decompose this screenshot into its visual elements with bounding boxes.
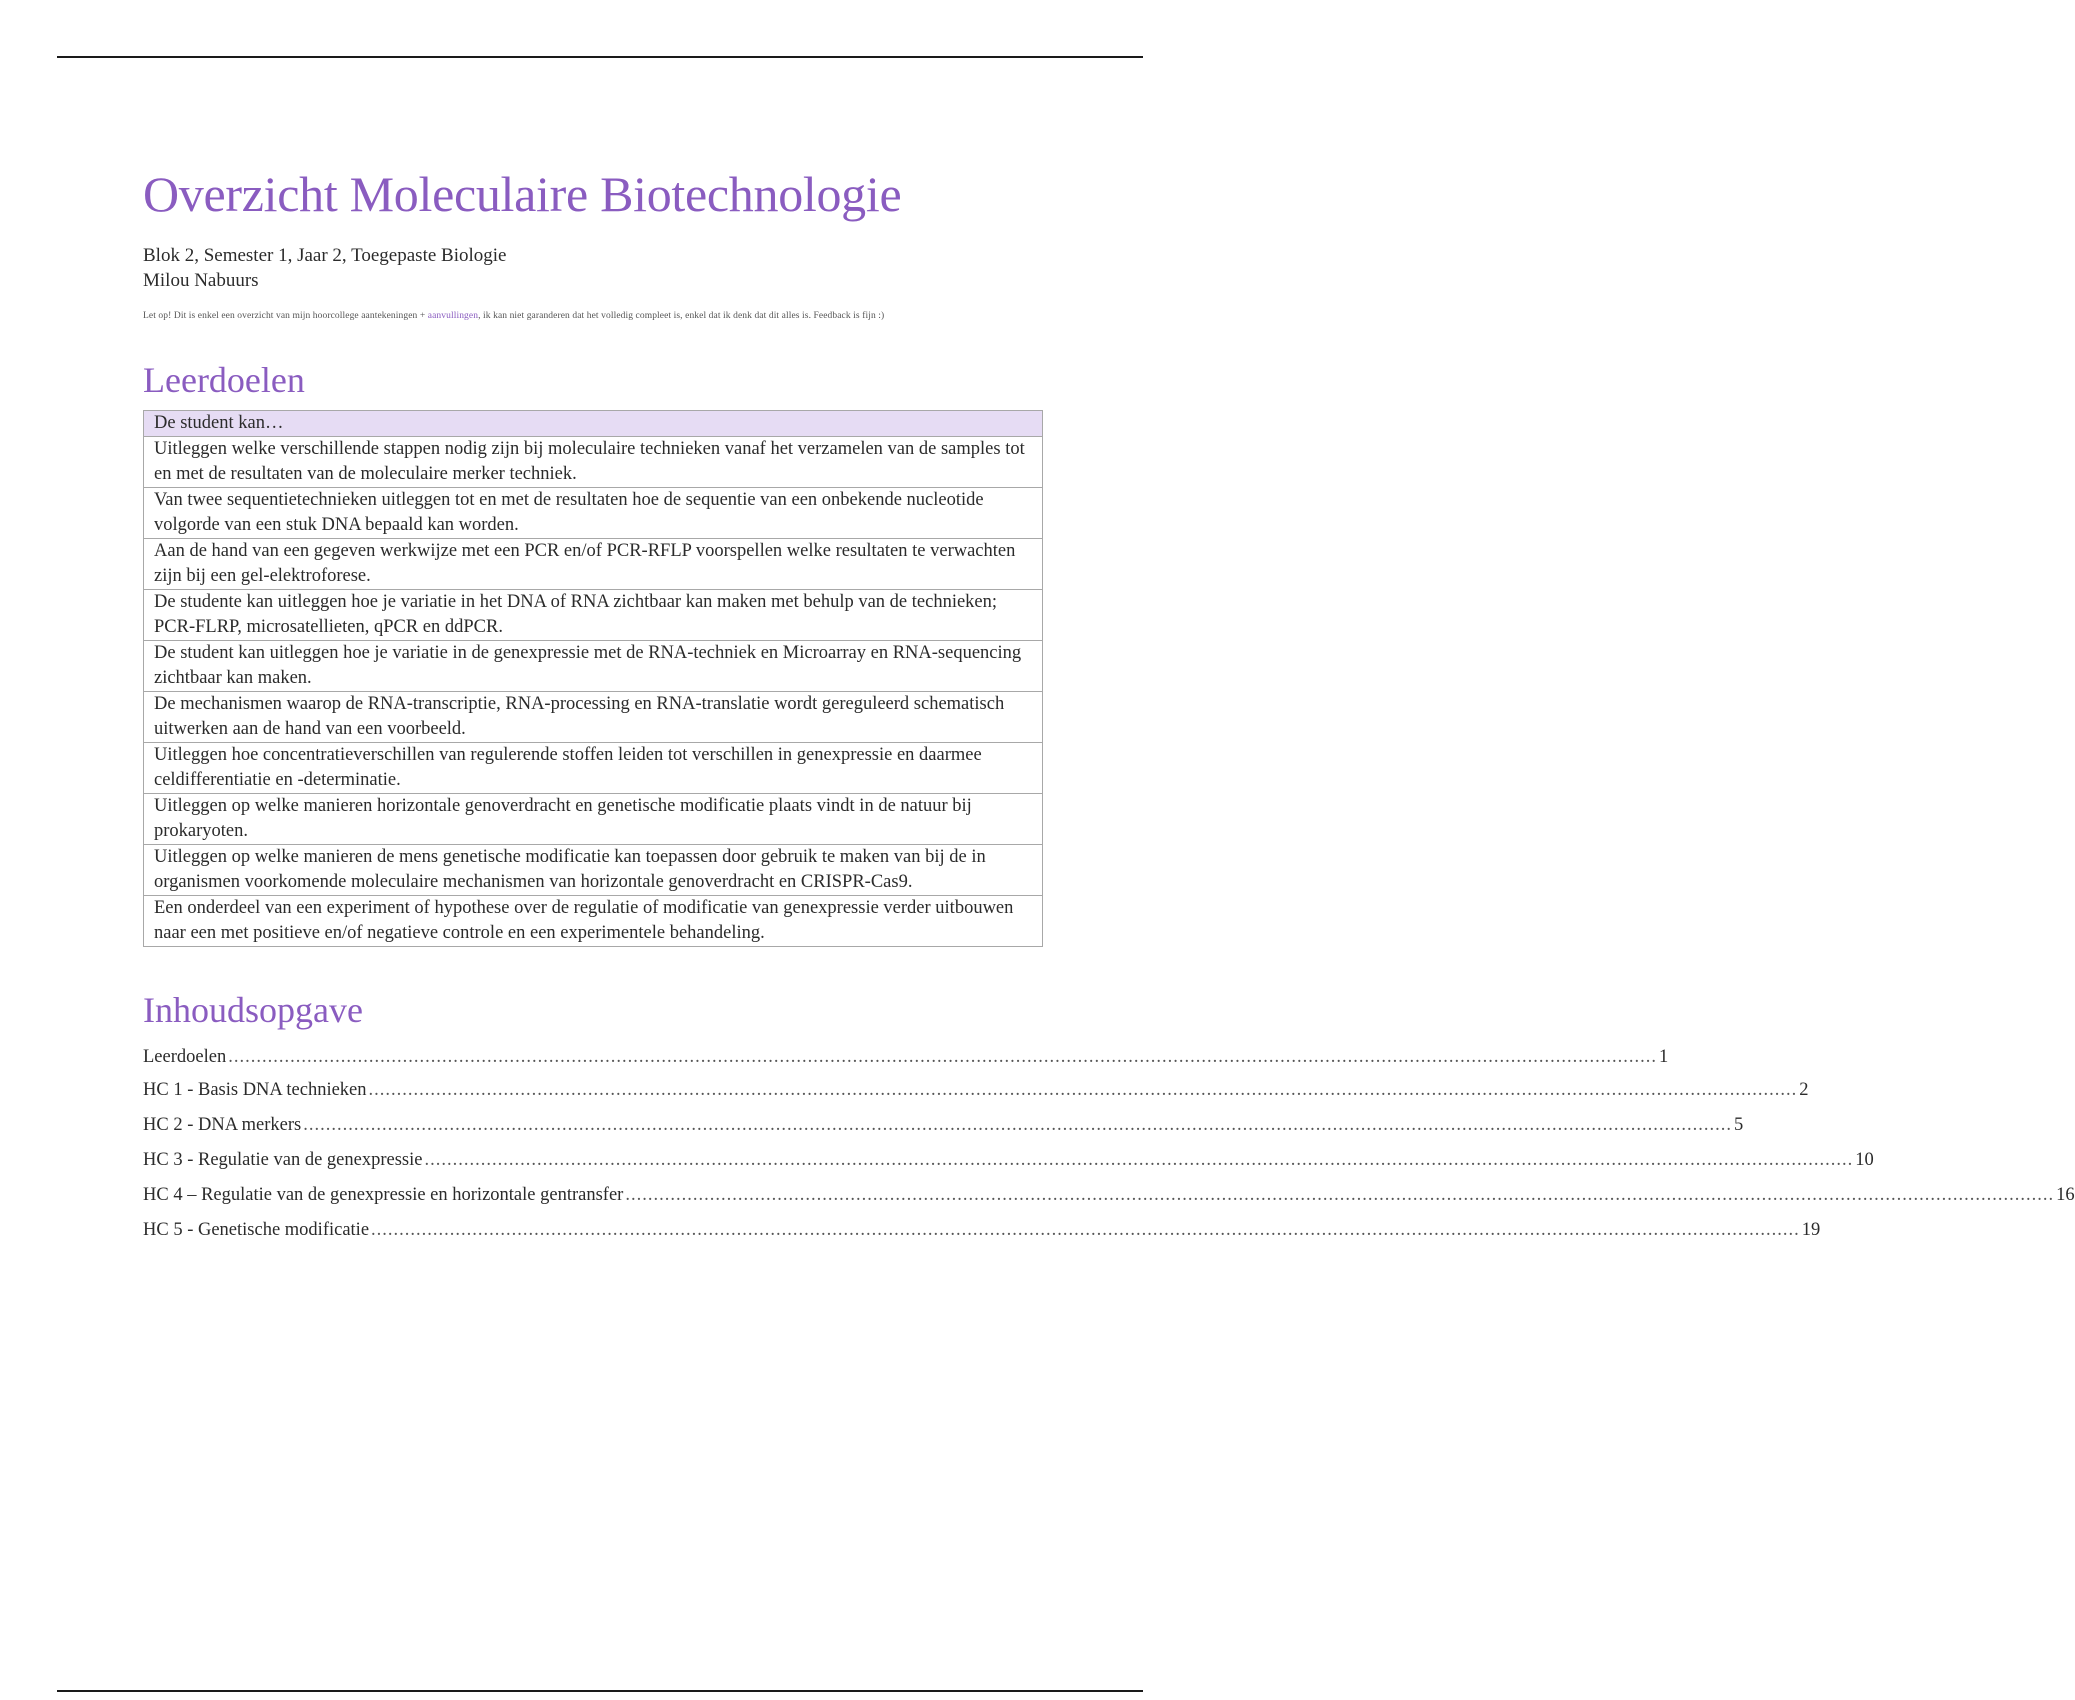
table-cell: Een onderdeel van een experiment of hypothese over de regulatie of modificatie van genexpressie verder uitbouwen naar een met positieve en/of negatieve controle en een experimentele behandeling. — [144, 896, 1043, 947]
toc-entry-label: Leerdoelen — [143, 1046, 227, 1067]
toc-entry-page: 10 — [1855, 1149, 1874, 1170]
table-cell: Uitleggen hoe concentratieverschillen van regulerende stoffen leiden tot verschillen in genexpressie en daarmee celdifferentiatie en -determinatie. — [144, 743, 1043, 794]
table-cell: Van twee sequentietechnieken uitleggen tot en met de resultaten hoe de sequentie van een onbekende nucleotide volgorde van een stuk DNA bepaald kan worden. — [144, 488, 1043, 539]
table-cell: De mechanismen waarop de RNA-transcriptie, RNA-processing en RNA-translatie wordt gereguleerd schematisch uitwerken aan de hand van een voorbeeld. — [144, 692, 1043, 743]
toc-entry[interactable] — [143, 1178, 2075, 1213]
toc-entry-page: 16 — [2056, 1184, 2075, 1205]
toc-entry-page: 5 — [1734, 1114, 1744, 1135]
toc-entry-label: HC 2 - DNA merkers — [143, 1114, 302, 1135]
toc-entry[interactable] — [143, 1143, 1874, 1178]
leerdoelen-table-header — [144, 411, 1043, 437]
toc-entry-page: 19 — [1801, 1219, 1821, 1240]
table-row — [144, 539, 1043, 590]
table-cell: Uitleggen welke verschillende stappen nodig zijn bij moleculaire technieken vanaf het verzamelen van de samples tot en met de resultaten van de moleculaire merker techniek. — [144, 437, 1043, 488]
page-bottom-rule — [57, 1690, 1143, 1692]
document-title: Overzicht Moleculaire Biotechnologie — [143, 166, 902, 222]
document-meta — [143, 243, 1063, 293]
table-row — [144, 845, 1043, 896]
page-top-rule — [57, 56, 1143, 58]
table-cell: Aan de hand van een gegeven werkwijze met een PCR en/of PCR-RFLP voorspellen welke resultaten te verwachten zijn bij een gel-elektroforese. — [144, 539, 1043, 590]
toc-leader-dots: .............................................................................................................................................................................................................................................................. — [368, 1079, 1798, 1100]
table-header-cell: De student kan… — [144, 411, 1043, 437]
toc-leader-dots: .............................................................................................................................................................................................................................................................. — [625, 1184, 2055, 1205]
document-body — [143, 166, 2075, 1248]
toc-entry[interactable] — [143, 1213, 1821, 1248]
inhoudsopgave-heading: Inhoudsopgave — [143, 990, 363, 1031]
table-cell: De studente kan uitleggen hoe je variatie in het DNA of RNA zichtbaar kan maken met behulp van de technieken; PCR-FLRP, microsatellieten, qPCR en ddPCR. — [144, 590, 1043, 641]
toc-entry-label: HC 1 - Basis DNA technieken — [143, 1079, 367, 1100]
table-row — [144, 743, 1043, 794]
toc-entry-label: HC 4 – Regulatie van de genexpressie en horizontale gentransfer — [143, 1184, 624, 1205]
table-of-contents — [143, 1041, 2075, 1248]
leerdoelen-table — [143, 410, 1043, 947]
table-row — [144, 488, 1043, 539]
table-cell: Uitleggen op welke manieren horizontale genoverdracht en genetische modificatie plaats vindt in de natuur bij prokaryoten. — [144, 794, 1043, 845]
table-row — [144, 896, 1043, 947]
toc-leader-dots: .............................................................................................................................................................................................................................................................. — [371, 1219, 1800, 1240]
toc-entry[interactable] — [143, 1041, 1669, 1073]
table-row — [144, 437, 1043, 488]
toc-leader-dots: .............................................................................................................................................................................................................................................................. — [228, 1046, 1657, 1067]
document-subtitle: Blok 2, Semester 1, Jaar 2, Toegepaste Biologie — [143, 244, 507, 266]
toc-entry-page: 2 — [1799, 1079, 1809, 1100]
table-row — [144, 794, 1043, 845]
table-cell: De student kan uitleggen hoe je variatie in de genexpressie met de RNA-techniek en Microarray en RNA-sequencing zichtbaar kan maken. — [144, 641, 1043, 692]
toc-leader-dots: .............................................................................................................................................................................................................................................................. — [303, 1114, 1733, 1135]
leerdoelen-heading: Leerdoelen — [143, 359, 305, 400]
toc-entry[interactable] — [143, 1108, 1744, 1143]
table-row — [144, 692, 1043, 743]
table-row — [144, 641, 1043, 692]
toc-entry-label: HC 5 - Genetische modificatie — [143, 1219, 370, 1240]
toc-entry-label: HC 3 - Regulatie van de genexpressie — [143, 1149, 423, 1170]
document-author: Milou Nabuurs — [143, 269, 259, 291]
note-part-1: Let op! Dit is enkel een overzicht van mijn hoorcollege aantekeningen + — [143, 310, 428, 321]
toc-leader-dots: .............................................................................................................................................................................................................................................................. — [424, 1149, 1854, 1170]
note-part-3: , ik kan niet garanderen dat het volledig compleet is, enkel dat ik denk dat dit alles is. Feedback is fijn :) — [478, 310, 885, 321]
toc-entry-page: 1 — [1658, 1046, 1669, 1067]
disclaimer-note — [143, 311, 1063, 321]
note-link-aanvullingen[interactable]: aanvullingen — [427, 310, 479, 321]
table-cell: Uitleggen op welke manieren de mens genetische modificatie kan toepassen door gebruik te maken van bij de in organismen voorkomende moleculaire mechanismen van horizontale genoverdracht en CRISPR-Cas9. — [144, 845, 1043, 896]
toc-entry[interactable] — [143, 1073, 1809, 1108]
table-row — [144, 590, 1043, 641]
